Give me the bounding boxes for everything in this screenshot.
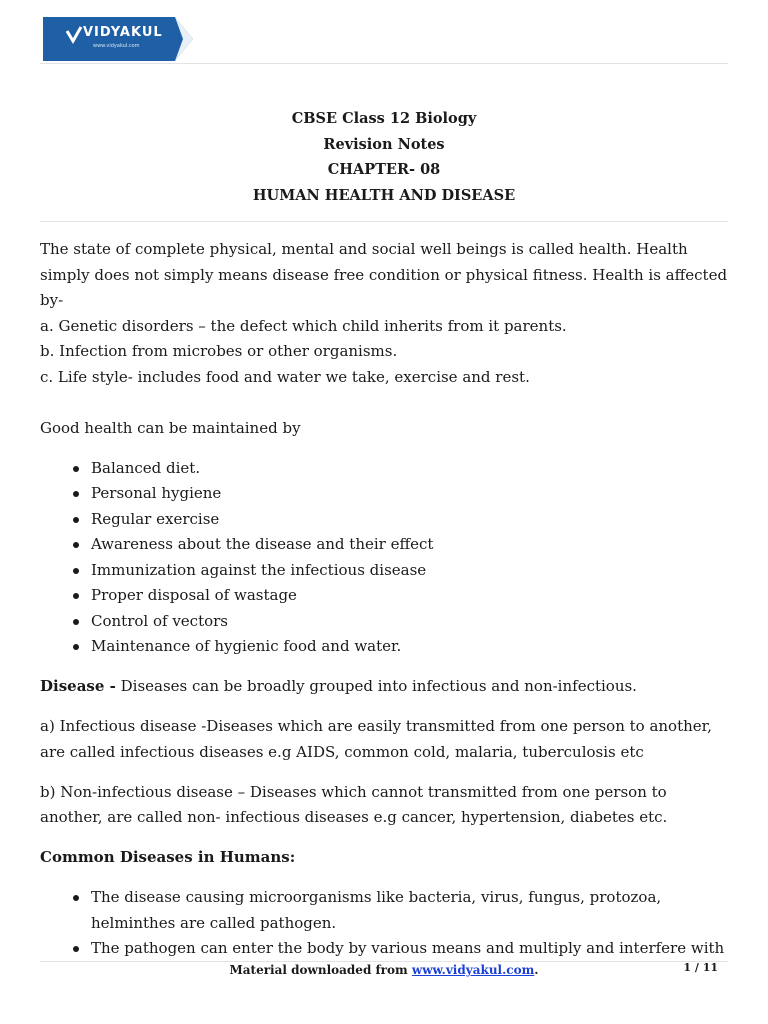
- intro-point-c: c. Life style- includes food and water we take, exercise and rest.: [40, 367, 530, 386]
- footer-prefix: Material downloaded from: [229, 963, 412, 977]
- footer-divider: [40, 961, 728, 962]
- list-item: The disease causing microorganisms like bacteria, virus, fungus, protozoa, helminthes are called pathogen.: [40, 885, 730, 936]
- header-line-3: CHAPTER- 08: [327, 161, 441, 178]
- top-divider: [40, 63, 728, 64]
- good-health-list: [40, 456, 730, 660]
- vidyakul-logo[interactable]: [43, 17, 193, 61]
- disease-text: Diseases can be broadly grouped into infectious and non-infectious.: [115, 677, 637, 695]
- footer-suffix: .: [534, 963, 539, 977]
- header-line-2: Revision Notes: [323, 135, 445, 153]
- logo-url: www.vidyakul.com: [93, 43, 140, 49]
- disease-label: Disease -: [40, 677, 116, 695]
- intro-point-a: a. Genetic disorders – the defect which child inherits from it parents.: [40, 316, 567, 335]
- intro-point-b: b. Infection from microbes or other organisms.: [40, 342, 398, 360]
- disease-definition: [40, 674, 730, 700]
- page-footer: [0, 963, 768, 977]
- list-item: Control of vectors: [40, 609, 730, 635]
- common-diseases-heading: Common Diseases in Humans:: [40, 848, 296, 866]
- footer-link[interactable]: www.vidyakul.com: [411, 963, 535, 977]
- good-health-heading: Good health can be maintained by: [40, 418, 301, 437]
- list-item: Regular exercise: [40, 507, 730, 533]
- intro-paragraph: The state of complete physical, mental and social well beings is called health. Health simply does not simply means disease free condition or physical fitness. Health is affected by-: [40, 240, 728, 309]
- list-item: Balanced diet.: [40, 456, 730, 482]
- list-item: Proper disposal of wastage: [40, 583, 730, 609]
- list-item: Immunization against the infectious disease: [40, 558, 730, 584]
- list-item: Maintenance of hygienic food and water.: [40, 634, 730, 660]
- header-divider: [40, 221, 728, 222]
- document-body: [40, 237, 730, 962]
- list-item: The pathogen can enter the body by various means and multiply and interfere with: [40, 936, 730, 962]
- page-number: 1 / 11: [683, 961, 718, 974]
- list-item: Awareness about the disease and their effect: [40, 532, 730, 558]
- common-diseases-list: [40, 885, 730, 962]
- header-line-4: HUMAN HEALTH AND DISEASE: [252, 186, 516, 204]
- logo-brand-name: VIDYAKUL: [83, 25, 163, 40]
- infectious-disease-paragraph: a) Infectious disease -Diseases which are easily transmitted from one person to another, are called infectious diseases e.g AIDS, common cold, malaria, tuberculosis etc: [40, 717, 712, 761]
- non-infectious-disease-paragraph: b) Non-infectious disease – Diseases which cannot transmitted from one person to another, are called non- infectious diseases e.g cancer, hypertension, diabetes etc.: [40, 782, 668, 826]
- header-line-1: CBSE Class 12 Biology: [291, 110, 477, 127]
- document-header: [0, 106, 768, 208]
- list-item: Personal hygiene: [40, 481, 730, 507]
